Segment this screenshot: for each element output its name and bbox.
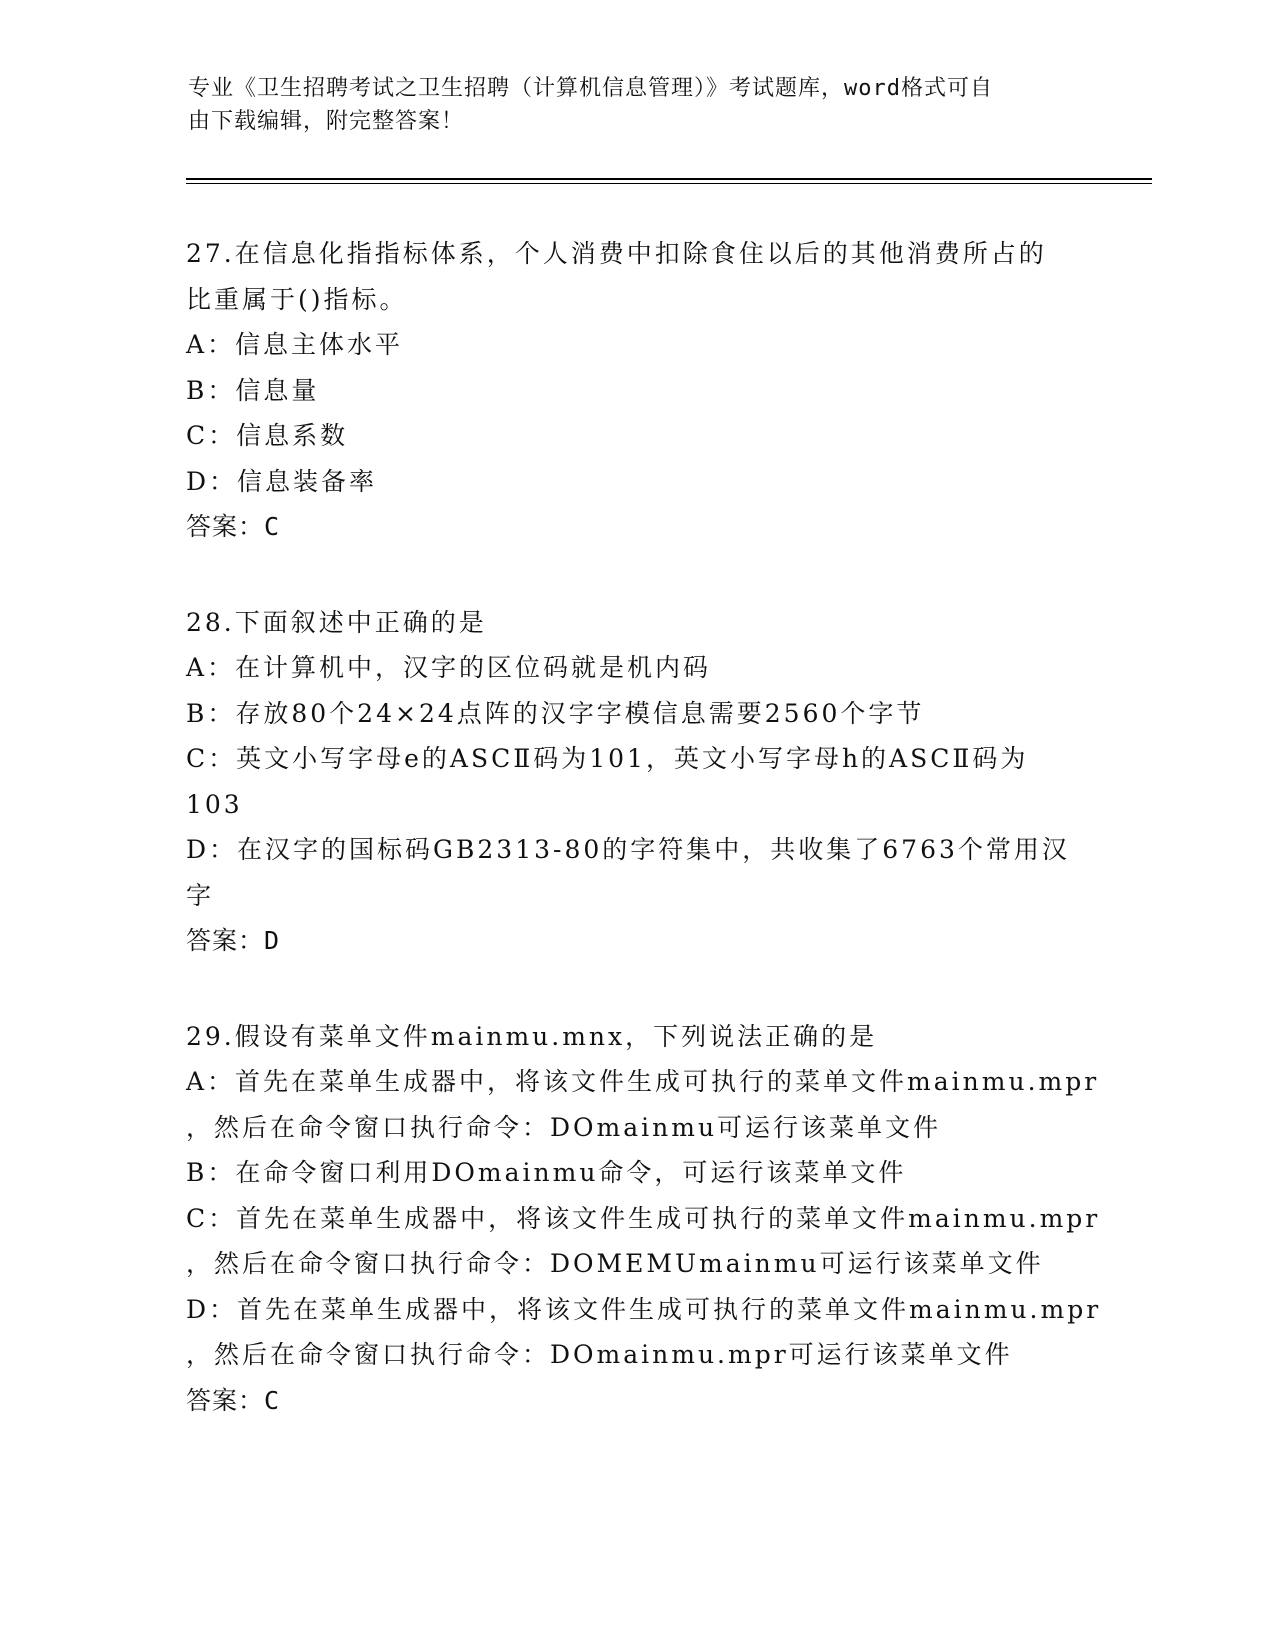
option-b: B：在命令窗口利用DOmainmu命令，可运行该菜单文件 (186, 1158, 907, 1187)
option-c-continued: ，然后在命令窗口执行命令：DOMEMUmainmu可运行该菜单文件 (186, 1249, 1044, 1278)
header-line: 专业《卫生招聘考试之卫生招聘（计算机信息管理）》考试题库，word格式可自 (188, 76, 993, 101)
question-list (186, 231, 1102, 1473)
option-a: A：信息主体水平 (186, 330, 404, 359)
document-header (188, 72, 1068, 138)
question-stem: 27.在信息化指指标体系，个人消费中扣除食住以后的其他消费所占的 (186, 239, 1047, 268)
option-d-continued: ，然后在命令窗口执行命令：DOmainmu.mpr可运行该菜单文件 (186, 1340, 1013, 1369)
option-c: C：英文小写字母e的ASCⅡ码为101，英文小写字母h的ASCⅡ码为 (186, 744, 1029, 773)
option-a: A：首先在菜单生成器中，将该文件生成可执行的菜单文件mainmu.mpr (186, 1067, 1100, 1096)
answer: 答案：C (186, 1385, 281, 1415)
header-divider-thick (186, 178, 1152, 180)
option-d: D：信息装备率 (186, 466, 378, 496)
option-a-continued: ，然后在命令窗口执行命令：DOmainmu可运行该菜单文件 (186, 1112, 942, 1142)
option-c: C：首先在菜单生成器中，将该文件生成可执行的菜单文件mainmu.mpr (186, 1203, 1101, 1233)
option-c: C：信息系数 (186, 421, 349, 450)
question-29 (186, 1014, 1102, 1424)
option-d: D：在汉字的国标码GB2313-80的字符集中，共收集了6763个常用汉 (186, 835, 1070, 864)
option-b: B：信息量 (186, 375, 320, 405)
option-d: D：首先在菜单生成器中，将该文件生成可执行的菜单文件mainmu.mpr (186, 1294, 1102, 1324)
option-c-continued: 103 (186, 789, 243, 819)
option-b: B：存放80个24×24点阵的汉字字模信息需要2560个字节 (186, 698, 925, 728)
question-28 (186, 600, 1086, 964)
answer: 答案：C (186, 512, 281, 541)
question-27 (186, 231, 1086, 550)
header-divider-thin (186, 183, 1152, 184)
option-d-continued: 字 (186, 880, 215, 910)
question-stem: 28.下面叙述中正确的是 (186, 607, 487, 637)
answer: 答案：D (186, 926, 281, 955)
question-stem: 29.假设有菜单文件mainmu.mnx，下列说法正确的是 (186, 1021, 878, 1051)
option-a: A：在计算机中，汉字的区位码就是机内码 (186, 653, 712, 682)
question-stem-continued: 比重属于()指标。 (186, 284, 408, 314)
header-line: 由下载编辑，附完整答案！ (188, 109, 465, 134)
